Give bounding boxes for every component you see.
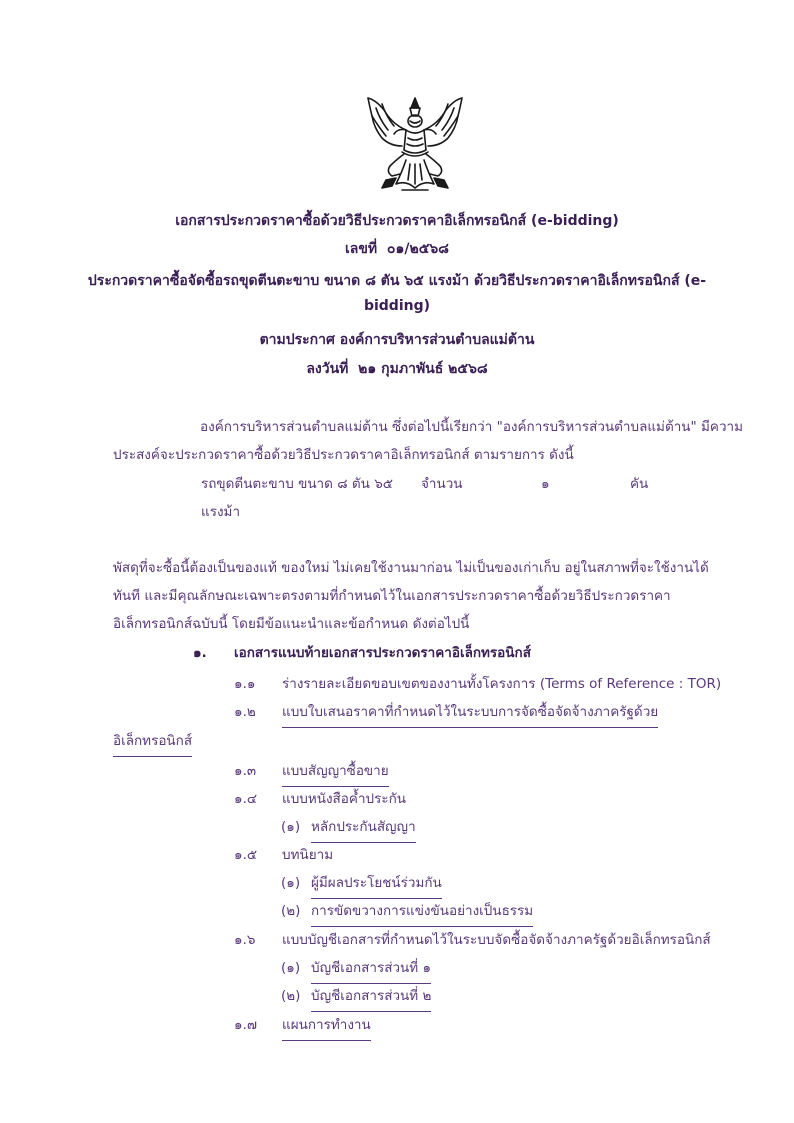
garuda-emblem-icon — [362, 94, 468, 198]
item-1-6-2-link[interactable]: บัญชีเอกสารส่วนที่ ๒ — [311, 984, 431, 1012]
item-name-line-1: รถขุดตีนตะขาบ ขนาด ๘ ตัน ๖๕ — [201, 476, 393, 492]
item-1-7-link[interactable]: แผนการทำงาน — [282, 1013, 371, 1041]
item-1-5-2-number: (๒) — [281, 903, 301, 919]
item-1-6-1-number: (๑) — [281, 960, 301, 976]
intro-line-2: ประสงค์จะประกวดราคาซื้อด้วยวิธีประกวดราคาอิเล็กทรอนิกส์ ตามรายการ ดังนี้ — [113, 447, 574, 463]
item-unit: คัน — [630, 476, 649, 492]
item-1-4-1-link[interactable]: หลักประกันสัญญา — [311, 815, 416, 843]
item-1-3-link[interactable]: แบบสัญญาซื้อขาย — [282, 759, 389, 787]
item-1-6-1-link[interactable]: บัญชีเอกสารส่วนที่ ๑ — [311, 956, 431, 984]
section-1-title: เอกสารแนบท้ายเอกสารประกวดราคาอิเล็กทรอนิกส์ — [234, 645, 531, 661]
announcement-prefix: ตามประกาศ — [259, 332, 335, 348]
number-value: ๐๑/๒๕๖๘ — [386, 241, 449, 257]
announcement-line — [0, 329, 794, 351]
item-1-2-number: ๑.๒ — [234, 704, 256, 720]
section-1-number: ๑. — [193, 645, 207, 661]
item-1-2-link-continued[interactable]: อิเล็กทรอนิกส์ — [113, 729, 192, 757]
conditions-line-1: พัสดุที่จะซื้อนี้ต้องเป็นของแท้ ของใหม่ ไม่เคยใช้งานมาก่อน ไม่เป็นของเก่าเก็บ อยู่ในสภาพที่จะใช้งานได้ — [113, 560, 709, 576]
item-1-4-text: แบบหนังสือค้ำประกัน — [282, 791, 406, 807]
document-title: เอกสารประกวดราคาซื้อด้วยวิธีประกวดราคาอิเล็กทรอนิกส์ (e-bidding) — [175, 213, 619, 229]
item-1-5-1-link[interactable]: ผู้มีผลประโยชน์ร่วมกัน — [311, 871, 442, 899]
item-1-6-text: แบบบัญชีเอกสารที่กำหนดไว้ในระบบจัดซื้อจัดจ้างภาครัฐด้วยอิเล็กทรอนิกส์ — [282, 932, 711, 948]
item-1-6-2-number: (๒) — [281, 988, 301, 1004]
date-value: ๒๑ กุมภาพันธ์ ๒๕๖๘ — [358, 361, 488, 377]
date-line — [0, 358, 794, 380]
item-qty: ๑ — [541, 476, 550, 492]
item-1-7-number: ๑.๗ — [234, 1017, 258, 1033]
document-number — [0, 238, 794, 260]
item-1-1-number: ๑.๑ — [234, 676, 256, 692]
conditions-line-3: อิเล็กทรอนิกส์ฉบับนี้ โดยมีข้อแนะนำและข้อกำหนด ดังต่อไปนี้ — [113, 616, 470, 632]
intro-line-1: องค์การบริหารส่วนตำบลแม่ต้าน ซึ่งต่อไปนี้เรียกว่า "องค์การบริหารส่วนตำบลแม่ต้าน" มีความ — [200, 419, 744, 435]
item-1-5-1-number: (๑) — [281, 875, 301, 891]
subject-line-2: bidding) — [363, 298, 431, 314]
announcement-org: องค์การบริหารส่วนตำบลแม่ต้าน — [339, 332, 535, 348]
item-1-4-number: ๑.๔ — [234, 791, 258, 807]
item-1-5-2-link[interactable]: การขัดขวางการแข่งขันอย่างเป็นธรรม — [311, 899, 533, 927]
number-label: เลขที่ — [345, 241, 378, 257]
item-1-1-text: ร่างรายละเอียดขอบเขตของงานทั้งโครงการ (Terms of Reference : TOR) — [282, 676, 722, 692]
item-1-5-number: ๑.๕ — [234, 847, 258, 863]
item-qty-label: จำนวน — [421, 476, 463, 492]
item-1-5-text: บทนิยาม — [282, 847, 334, 863]
item-1-6-number: ๑.๖ — [234, 932, 256, 948]
date-label: ลงวันที่ — [306, 361, 349, 377]
item-1-4-1-number: (๑) — [281, 819, 301, 835]
item-1-2-link[interactable]: แบบใบเสนอราคาที่กำหนดไว้ในระบบการจัดซื้อจัดจ้างภาครัฐด้วย — [282, 700, 658, 728]
conditions-line-2: ทันที และมีคุณลักษณะเฉพาะตรงตามที่กำหนดไว้ในเอกสารประกวดราคาซื้อด้วยวิธีประกวดราคา — [113, 588, 671, 604]
subject-line-1: ประกวดราคาซื้อจัดซื้อรถขุดตีนตะขาบ ขนาด ๘ ตัน ๖๕ แรงม้า ด้วยวิธีประกวดราคาอิเล็กทรอนิกส์ (e- — [87, 273, 707, 289]
item-1-3-number: ๑.๓ — [234, 763, 257, 779]
item-name-line-2: แรงม้า — [201, 504, 241, 520]
